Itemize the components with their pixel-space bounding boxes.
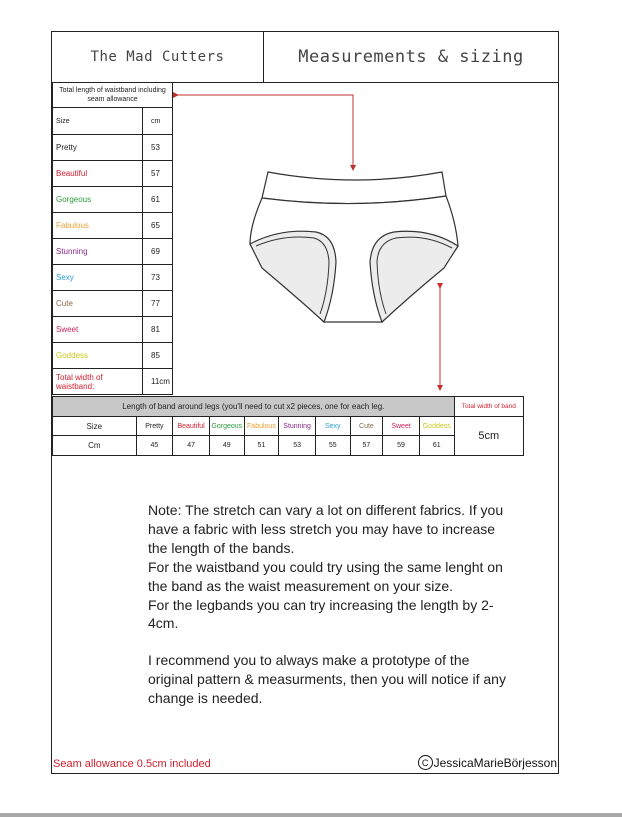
waistband-row: [53, 343, 173, 369]
waistband-size-name: Cute: [53, 291, 143, 317]
waistband-row: [53, 187, 173, 213]
waistband-size-name: Fabulous: [53, 213, 143, 239]
page-title: Measurements & sizing: [298, 47, 524, 67]
copyright-icon: C: [418, 755, 433, 770]
legband-table: [52, 396, 524, 456]
waistband-row: [53, 135, 173, 161]
waistband-size-value: 85: [143, 343, 173, 369]
waistband-row: [53, 239, 173, 265]
waistband-row: [53, 291, 173, 317]
copyright: [418, 755, 557, 770]
leg-size-name: Fabulous: [244, 417, 279, 436]
waistband-row: [53, 317, 173, 343]
note-paragraph-3: For the legbands you can try increasing the length by 2-4cm.: [148, 596, 494, 632]
total-waistband-value: 11cm: [143, 369, 173, 395]
leg-size-name: Beautiful: [173, 417, 210, 436]
leg-size-value: 49: [209, 436, 244, 456]
leg-size-value: 57: [350, 436, 383, 456]
waistband-row: [53, 213, 173, 239]
note-paragraph-1: Note: The stretch can vary a lot on different fabrics. If you have a fabric with less stretch you may have to increase the length of the bands.: [148, 502, 504, 556]
note-paragraph-4: I recommend you to always make a prototype of the original pattern & measurments, then you will notice if any change is needed.: [148, 652, 506, 707]
legband-title: Length of band around legs (you'll need to cut x2 pieces, one for each leg.: [53, 397, 455, 417]
col-unit-header: cm: [143, 108, 173, 135]
note-spacer: [148, 633, 508, 651]
col-size-header: Size: [53, 108, 143, 135]
waistband-size-name: Stunning: [53, 239, 143, 265]
waistband-size-value: 57: [143, 161, 173, 187]
sizing-sheet: [51, 31, 559, 774]
waistband-row: [53, 161, 173, 187]
stretch-note: [148, 501, 508, 708]
leg-size-name: Cute: [350, 417, 383, 436]
author-name: JessicaMarieBörjesson: [433, 755, 557, 770]
leg-size-value: 53: [279, 436, 316, 456]
seam-allowance-note: Seam allowance 0.5cm included: [53, 758, 211, 770]
leg-size-name: Goddess: [419, 417, 454, 436]
leg-size-value: 45: [136, 436, 173, 456]
leg-size-value: 61: [419, 436, 454, 456]
leg-size-label: Size: [53, 417, 137, 436]
waistband-size-name: Goddess: [53, 343, 143, 369]
brand-title: The Mad Cutters: [52, 32, 264, 82]
leg-size-value: 55: [315, 436, 350, 456]
leg-size-value: 47: [173, 436, 210, 456]
leg-size-value: 59: [383, 436, 420, 456]
note-paragraph-2: For the waistband you could try using the same lenght on the band as the waist measurement on your size.: [148, 558, 503, 594]
waistband-size-name: Beautiful: [53, 161, 143, 187]
waistband-caption: Total length of waistband including seam allowance: [53, 83, 173, 108]
waistband-size-value: 77: [143, 291, 173, 317]
waistband-rows: [53, 135, 173, 369]
total-width-band-label: Total width of band: [454, 397, 523, 417]
leg-size-value: 51: [244, 436, 279, 456]
leg-size-name: Pretty: [136, 417, 173, 436]
header: [52, 32, 558, 83]
total-waistband-label: Total width of waistband:: [53, 369, 143, 395]
waistband-size-value: 69: [143, 239, 173, 265]
leg-size-name: Stunning: [279, 417, 316, 436]
waistband-size-name: Pretty: [53, 135, 143, 161]
waistband-row: [53, 265, 173, 291]
leg-size-name: Sexy: [315, 417, 350, 436]
waistband-size-value: 53: [143, 135, 173, 161]
page-bottom-bar: [0, 813, 622, 817]
waistband-size-value: 73: [143, 265, 173, 291]
leg-size-name: Sweet: [383, 417, 420, 436]
leg-size-name: Gorgeous: [209, 417, 244, 436]
waistband-size-value: 65: [143, 213, 173, 239]
waistband-size-value: 61: [143, 187, 173, 213]
waistband-size-name: Gorgeous: [53, 187, 143, 213]
waistband-size-name: Sweet: [53, 317, 143, 343]
total-width-band-value: 5cm: [454, 417, 523, 456]
waistband-size-value: 81: [143, 317, 173, 343]
waistband-table: [52, 82, 173, 395]
leg-unit-label: Cm: [53, 436, 137, 456]
waistband-size-name: Sexy: [53, 265, 143, 291]
